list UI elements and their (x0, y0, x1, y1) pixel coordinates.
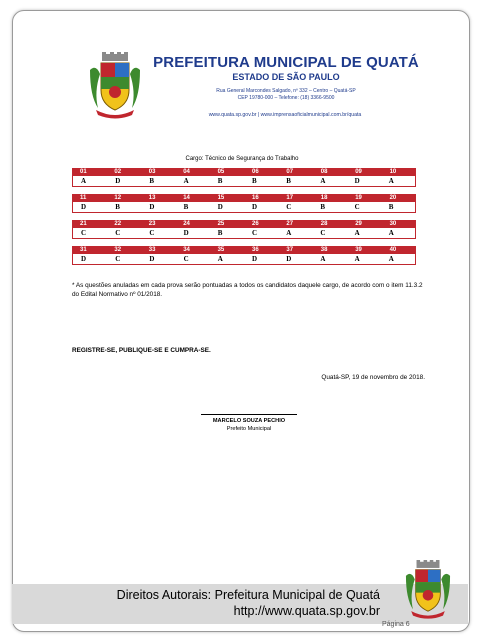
question-number: 20 (389, 195, 397, 201)
question-number: 29 (355, 221, 362, 227)
answer-cell: A (183, 177, 189, 185)
answer-cell: D (217, 203, 223, 211)
question-number: 17 (286, 195, 294, 201)
coat-of-arms-icon (86, 52, 144, 120)
coat-of-arms-icon (400, 560, 456, 620)
question-number: 04 (183, 169, 190, 175)
question-number: 31 (80, 247, 87, 253)
question-number: 19 (355, 195, 362, 201)
website-link[interactable]: http://www.quata.sp.gov.br (233, 604, 380, 618)
question-number: 09 (355, 169, 362, 175)
answer-cell: D (252, 203, 258, 211)
question-number: 38 (320, 247, 328, 253)
question-number: 07 (286, 169, 294, 175)
answer-cell: D (115, 177, 121, 185)
answer-cell: A (388, 177, 394, 185)
question-number-row (72, 168, 416, 176)
question-number: 06 (252, 169, 259, 175)
answer-cell: C (252, 229, 258, 237)
date-line: Quatá-SP, 19 de novembro de 2018. (321, 374, 425, 381)
question-number: 40 (389, 247, 397, 253)
question-number: 08 (320, 169, 328, 175)
question-number-row (72, 220, 416, 228)
question-number: 21 (80, 221, 87, 227)
answer-block (72, 220, 416, 239)
answer-cell: C (115, 255, 121, 263)
answer-block (72, 194, 416, 213)
question-number: 11 (80, 195, 87, 201)
answer-cell: A (354, 255, 360, 263)
answer-cell: A (286, 229, 292, 237)
answer-cell: D (81, 203, 87, 211)
answer-cell: C (183, 255, 189, 263)
answer-cell: A (81, 177, 87, 185)
phone-line: CEP 19780-000 – Telefone: (18) 3366-9500 (237, 94, 335, 101)
answer-cell: C (81, 229, 87, 237)
question-number-row (72, 246, 416, 254)
cargo-heading: Cargo: Técnico de Segurança do Trabalho (185, 156, 299, 162)
question-number: 05 (217, 169, 225, 175)
question-number: 14 (183, 195, 190, 201)
page-number: Página 6 (382, 621, 410, 628)
question-number-row (72, 194, 416, 202)
page-title: PREFEITURA MUNICIPAL DE QUATÁ (153, 54, 419, 71)
answer-cell: B (320, 203, 326, 211)
question-number: 12 (114, 195, 122, 201)
signature-line (201, 414, 297, 415)
answer-cell: B (115, 203, 120, 211)
annulled-questions-note: * As questões anuladas em cada prova serão pontuadas a todos os candidatos daquele cargo, de acordo com o item 11.3.2 do Edital Normativo nº 01/2018. (72, 282, 423, 298)
address-line: Rua General Marcondes Salgado, nº 332 – Centro – Quatá-SP (216, 88, 356, 94)
question-number: 37 (286, 247, 294, 253)
question-number: 39 (355, 247, 362, 253)
question-number: 22 (114, 221, 122, 227)
answer-cell: B (217, 229, 223, 237)
answer-cell: B (388, 203, 394, 211)
answer-cell: C (320, 229, 326, 237)
signatory-name: MARCELO SOUZA PECHIO (212, 418, 286, 424)
question-number: 15 (217, 195, 225, 201)
answer-row (72, 176, 416, 187)
question-number: 33 (148, 247, 156, 253)
question-number: 32 (114, 247, 122, 253)
question-number: 24 (183, 221, 190, 227)
question-number: 34 (183, 247, 190, 253)
answer-block (72, 246, 416, 265)
question-number: 18 (320, 195, 328, 201)
answer-cell: D (149, 255, 155, 263)
question-number: 30 (389, 221, 397, 227)
question-number: 01 (80, 169, 87, 175)
answer-cell: B (149, 177, 155, 185)
answer-cell: C (286, 203, 292, 211)
question-number: 13 (148, 195, 156, 201)
answer-cell: B (252, 177, 257, 185)
document-page (12, 10, 470, 632)
answer-cell: C (115, 229, 121, 237)
answer-cell: C (354, 203, 360, 211)
question-number: 10 (389, 169, 397, 175)
answer-cell: A (320, 177, 326, 185)
question-number: 23 (148, 221, 156, 227)
answer-cell: A (320, 255, 326, 263)
answer-row (72, 202, 416, 213)
answer-cell: A (354, 229, 360, 237)
answer-cell: B (286, 177, 291, 185)
question-number: 02 (114, 169, 122, 175)
question-number: 35 (217, 247, 225, 253)
copyright-text: Direitos Autorais: Prefeitura Municipal de Quatá (116, 588, 380, 602)
question-number: 16 (252, 195, 259, 201)
state-subtitle: ESTADO DE SÃO PAULO (232, 72, 340, 82)
question-number: 28 (320, 221, 328, 227)
answer-cell: B (217, 177, 223, 185)
signatory-role: Prefeito Municipal (226, 426, 272, 432)
answer-cell: D (286, 255, 292, 263)
answer-cell: D (149, 203, 155, 211)
address-block (196, 88, 376, 101)
answer-cell: D (81, 255, 87, 263)
answer-cell: D (354, 177, 360, 185)
answer-cell: A (388, 229, 394, 237)
answer-cell: A (217, 255, 223, 263)
registre-statement: REGISTRE-SE, PUBLIQUE-SE E CUMPRA-SE. (72, 347, 211, 354)
answer-cell: D (183, 229, 189, 237)
answer-cell: A (388, 255, 394, 263)
question-number: 03 (148, 169, 156, 175)
answer-row (72, 228, 416, 239)
question-number: 25 (217, 221, 225, 227)
question-number: 26 (252, 221, 259, 227)
answer-cell: C (149, 229, 155, 237)
answer-block (72, 168, 416, 187)
answer-row (72, 254, 416, 265)
answer-cell: B (183, 203, 189, 211)
website-line: www.quata.sp.gov.br | www.imprensaoficialmunicipal.com.br/quata (208, 112, 362, 118)
answer-cell: D (252, 255, 258, 263)
answer-key-table (72, 168, 416, 272)
question-number: 36 (252, 247, 259, 253)
question-number: 27 (286, 221, 294, 227)
